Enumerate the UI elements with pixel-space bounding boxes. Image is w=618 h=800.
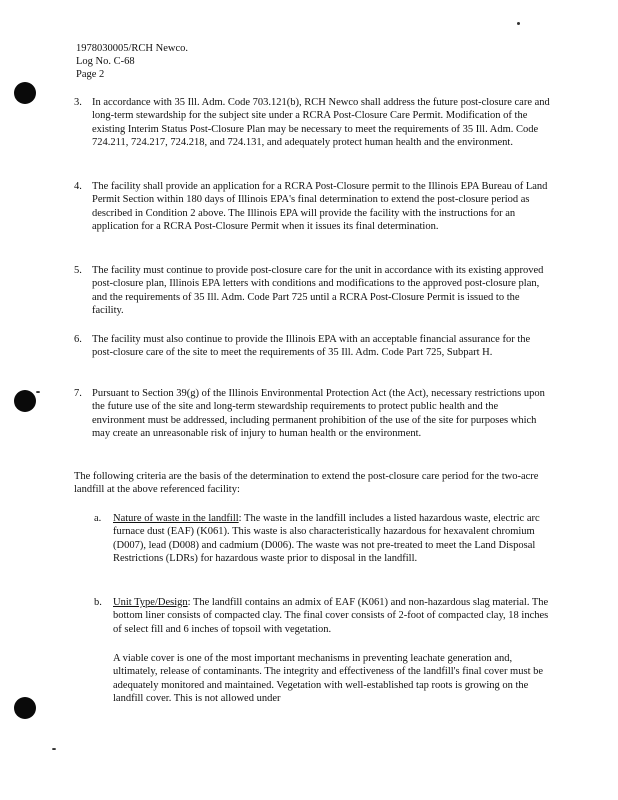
criterion-text [113, 596, 558, 636]
header-log-number: Log No. C-68 [76, 56, 135, 67]
item-number: 7. [74, 388, 82, 399]
item-text: The facility must continue to provide post-closure care for the unit in accordance with its existing approved post-closure plan, Illinois EPA letters with conditions and modifications to the approved post-closure plan, and the requirements of 35 Ill. Adm. Code Part 725 until a RCRA Post-Closure Permit is issued to the facility. [92, 265, 544, 317]
item-text: Pursuant to Section 39(g) of the Illinois Environmental Protection Act (the Act), necessary restrictions upon the future use of the site and long-term stewardship requirements to protect public health and the environment must be addressed, including permanent prohibition of the use of the site for purposes which may create an unreasonable risk of injury to human health or the environment. [92, 388, 545, 440]
item-number: 4. [74, 181, 82, 192]
criterion-text [113, 512, 558, 566]
criterion-body: : The landfill contains an admix of EAF (K061) and non-hazardous slag material. The bottom liner consists of compacted clay. The final cover consists of 2-foot of compacted clay, 18 inches of select fill and 6 inches of topsoil with vegetation. [113, 597, 549, 635]
criterion-title: Nature of waste in the landfill [113, 513, 239, 524]
header-page-number: Page 2 [76, 69, 105, 80]
header-reference: 1978030005/RCH Newco. [76, 43, 188, 54]
scan-speck [52, 748, 56, 750]
item-number: 5. [74, 265, 82, 276]
punch-hole-middle [14, 390, 36, 412]
criterion-label: a. [94, 513, 102, 524]
cover-paragraph: A viable cover is one of the most important mechanisms in preventing leachate generation and, ultimately, release of contaminants. The integrity and effectiveness of the landfill's final cover must be adequately monitored and maintained. Vegetation with well-established tap roots is growing on the landfill cover. This is not allowed under [113, 653, 544, 705]
item-text: The facility shall provide an application for a RCRA Post-Closure permit to the Illinois EPA Bureau of Land Permit Section within 180 days of Illinois EPA's final determination to extend the post-closure period as described in Condition 2 above. The Illinois EPA will provide the facility with the instructions for an application for a RCRA Post-Closure Permit when it issues its final determination. [92, 181, 548, 233]
item-text: In accordance with 35 Ill. Adm. Code 703.121(b), RCH Newco shall address the future post-closure care and long-term stewardship for the subject site under a RCRA Post-Closure Care Permit. Modification of the existing Interim Status Post-Closure Plan may be necessary to meet the requirements of 35 Ill. Adm. Code 724.211, 724.217, 724.218, and 724.131, and adequately protect human health and the environment. [92, 97, 550, 149]
item-number: 3. [74, 97, 82, 108]
document-header [76, 42, 188, 81]
item-number: 6. [74, 334, 82, 345]
criterion-body: : The waste in the landfill includes a listed hazardous waste, electric arc furnace dust (EAF) (K061). This waste is also characteristically hazardous for hexavalent chromium (D007), lead (D008) and cadmium (D006). The waste was not pre-treated to meet the Land Disposal Restrictions (LDRs) for hazardous waste prior to disposal in the landfill. [113, 513, 540, 565]
criterion-label: b. [94, 597, 102, 608]
scan-speck [36, 391, 40, 393]
item-text: The facility must also continue to provide the Illinois EPA with an acceptable financial assurance for the post-closure care of the site to meet the requirements of 35 Ill. Adm. Code Part 725, Subpart H. [92, 334, 531, 359]
criteria-intro: The following criteria are the basis of the determination to extend the post-closure care period for the two-acre landfill at the above referenced facility: [74, 471, 539, 496]
criterion-title: Unit Type/Design [113, 597, 188, 608]
punch-hole-top [14, 82, 36, 104]
scan-speck [517, 22, 520, 25]
punch-hole-bottom [14, 697, 36, 719]
